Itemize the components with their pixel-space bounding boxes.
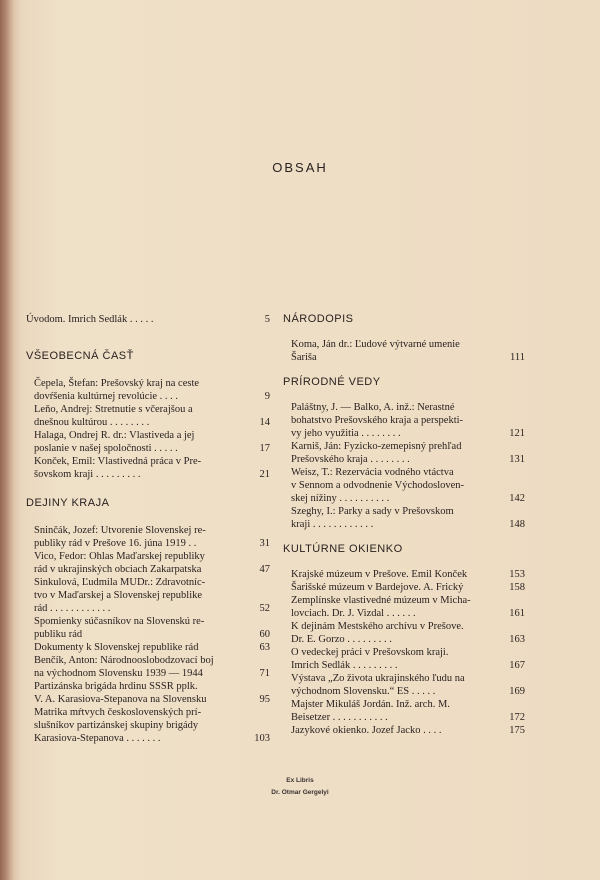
toc-page-number: 148 [509,519,525,530]
toc-entry [26,313,270,326]
toc-page-number: 111 [510,352,525,363]
toc-entry [26,680,270,706]
toc-entry-text: bohatstvo Prešovského kraja a perspekti- [291,415,464,426]
toc-entry-text: Konček, Emil: Vlastivedná práca v Pre- [34,456,202,467]
toc-page-number: 161 [509,608,525,619]
toc-entry-text: O vedeckej práci v Prešovskom kraji. [291,647,449,658]
toc-entry-text: Karasiova-Stepanova . . . . . . . [34,733,161,744]
toc-entry-text: rád v ukrajinských obciach Zakarpatska [34,564,202,575]
toc-entry [26,641,270,654]
toc-page-number: 163 [509,634,525,645]
toc-right-column [283,313,525,737]
toc-entry [283,698,525,724]
ex-libris-label: Ex Libris [286,777,314,784]
toc-entry-text: Szeghy, I.: Parky a sady v Prešovskom [291,506,454,517]
toc-entry [26,576,270,615]
toc-entry-text: lovciach. Dr. J. Vizdal . . . . . . [291,608,416,619]
toc-entry-text: dovŕšenia kultúrnej revolúcie . . . . [34,391,179,402]
toc-page-number: 47 [259,564,270,575]
toc-entry [26,429,270,455]
toc-page-number: 31 [259,538,270,549]
toc-entry [283,338,525,364]
toc-page-number: 71 [259,668,270,679]
toc-entry-text: Šarišské múzeum v Bardejove. A. Frický [291,582,464,593]
toc-page-number: 17 [259,443,270,454]
section-heading: NÁRODOPIS [283,313,354,325]
toc-page-number: 142 [509,493,525,504]
binding-shadow [0,0,14,880]
toc-entry-text: Halaga, Ondrej R. dr.: Vlastiveda a jej [34,430,195,441]
toc-page-number: 172 [509,712,525,723]
toc-entry [283,466,525,505]
toc-left-column [26,313,270,745]
toc-entry [26,706,270,745]
toc-page-number: 131 [509,454,525,465]
toc-page-number: 121 [509,428,525,439]
toc-entry-text: Dr. E. Gorzo . . . . . . . . . [291,634,392,645]
section-heading: DEJINY KRAJA [26,497,110,509]
toc-entry-text: publiky rád v Prešove 16. júna 1919 . . [34,538,197,549]
toc-entry [283,505,525,531]
toc-entry-text: Čepela, Štefan: Prešovský kraj na ceste [34,378,200,389]
toc-entry-text: na východnom Slovensku 1939 — 1944 [34,668,203,679]
toc-entry-text: Spomienky súčasníkov na Slovenskú re- [34,616,205,627]
toc-entry-text: vy jeho využitia . . . . . . . . [291,428,401,439]
toc-entry-text: Šariša [291,352,317,363]
toc-entry-text: Sinkulová, Ľudmila MUDr.: Zdravotníc- [34,577,206,588]
toc-entry-text: V. A. Karasiova-Stepanova na Slovensku [34,694,207,705]
toc-entry [26,455,270,481]
toc-entry-text: Weisz, T.: Rezervácia vodného vtáctva [291,467,454,478]
toc-entry-text: Sninčák, Jozef: Utvorenie Slovenskej re- [34,525,206,536]
toc-page-number: 52 [259,603,270,614]
toc-entry [26,615,270,641]
toc-entry-text: tvo v Maďarskej a Slovenskej republike [34,590,203,601]
toc-entry-text: Úvodom. Imrich Sedlák . . . . . [26,314,154,325]
toc-entry [283,401,525,440]
toc-page-number: 169 [509,686,525,697]
toc-entry-text: Výstava „Zo života ukrajinského ľudu na [291,673,465,684]
toc-entry-text: slušníkov partizánskej skupiny brigády [34,720,199,731]
toc-entry-text: kraji . . . . . . . . . . . . [291,519,374,530]
toc-entry-text: východnom Slovensku.“ ES . . . . . [291,686,436,697]
section-heading: KULTÚRNE OKIENKO [283,543,403,555]
toc-page-number: 5 [264,314,270,325]
toc-entry [26,654,270,680]
toc-entry-text: poslanie v našej spoločnosti . . . . . [34,443,178,454]
toc-entry-text: šovskom kraji . . . . . . . . . [34,469,141,480]
toc-page-number: 21 [259,469,270,480]
toc-entry-text: rád . . . . . . . . . . . . [34,603,111,614]
toc-entry-text: Partizánska brigáda hrdinu SSSR pplk. [34,681,198,692]
toc-entry-text: Imrich Sedlák . . . . . . . . . [291,660,398,671]
toc-page-number: 153 [509,569,525,580]
toc-entry-text: Prešovského kraja . . . . . . . . [291,454,410,465]
toc-page-number: 158 [509,582,525,593]
toc-entry [283,724,525,737]
toc-entry-text: Zemplínske vlastivedné múzeum v Micha- [291,595,471,606]
toc-entry-text: Leňo, Andrej: Stretnutie s včerajšou a [34,404,193,415]
toc-entry-text: Karniš, Ján: Fyzicko-zemepisný prehľad [291,441,462,452]
toc-entry-text: Benčík, Anton: Národnooslobodzovací boj [34,655,214,666]
toc-entry-text: v Sennom a odvodnenie Východosloven- [291,480,465,491]
page-title: OBSAH [272,160,328,175]
toc-page-number: 60 [259,629,270,640]
toc-entry-text: Beisetzer . . . . . . . . . . . [291,712,388,723]
toc-entry [283,672,525,698]
toc-entry [283,620,525,646]
toc-entry [283,646,525,672]
toc-entry-text: Paláštny, J. — Balko, A. inž.: Nerastné [291,402,455,413]
toc-entry-text: K dejinám Mestského archívu v Prešove. [291,621,464,632]
toc-page-number: 14 [259,417,270,428]
toc-entry [283,440,525,466]
toc-page-number: 167 [509,660,525,671]
toc-entry-text: skej nížiny . . . . . . . . . . [291,493,390,504]
section-heading: PRÍRODNÉ VEDY [283,376,381,388]
toc-entry-text: publiku rád [34,629,83,640]
toc-entry [26,524,270,550]
toc-page-number: 9 [264,391,270,402]
toc-entry-text: dnešnou kultúrou . . . . . . . . [34,417,150,428]
toc-entry-text: Matrika mŕtvych československých prí- [34,707,202,718]
toc-entry [283,581,525,594]
toc-entry [283,568,525,581]
toc-entry-text: Jazykové okienko. Jozef Jacko . . . . [291,725,442,736]
toc-entry-text: Krajské múzeum v Prešove. Emil Konček [291,569,468,580]
section-heading: VŠEOBECNÁ ČASŤ [26,350,134,362]
toc-page-number: 63 [259,642,270,653]
toc-page-number: 95 [259,694,270,705]
toc-entry-text: Majster Mikuláš Jordán. Inž. arch. M. [291,699,450,710]
toc-page-number: 103 [254,733,270,744]
toc-entry-text: Vico, Fedor: Ohlas Maďarskej republiky [34,551,205,562]
toc-page-number: 175 [509,725,525,736]
toc-entry [26,403,270,429]
toc-entry-text: Koma, Ján dr.: Ľudové výtvarné umenie [291,339,460,350]
toc-entry-text: Dokumenty k Slovenskej republike rád [34,642,199,653]
toc-entry [283,594,525,620]
toc-entry [26,550,270,576]
toc-entry [26,377,270,403]
ex-libris-owner: Dr. Otmar Gergelyi [271,789,329,796]
